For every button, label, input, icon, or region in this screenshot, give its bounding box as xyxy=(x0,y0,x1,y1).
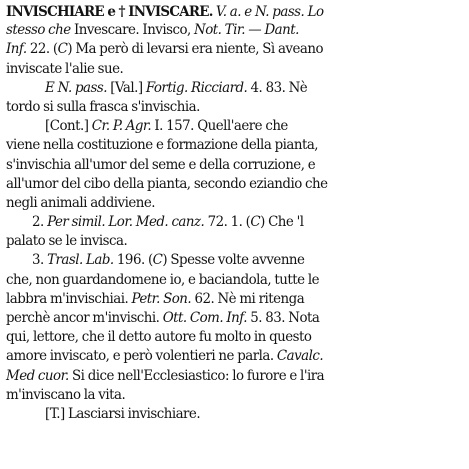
text-fragment: ) Spesse volte avvenne xyxy=(162,252,305,269)
citation: Not. Tir. — Dant. xyxy=(194,22,299,39)
headword: INVISCHIARE e † INVISCARE. xyxy=(6,3,213,20)
text-fragment: viene nella costituzione e formazione della pianta, xyxy=(6,137,319,154)
entry-line xyxy=(6,2,424,21)
editor-marker: [Cont.] xyxy=(45,118,89,135)
citation: Med cuor. xyxy=(6,367,69,384)
text-fragment: 4. 83. Nè xyxy=(250,79,308,96)
citation: Cavalc. xyxy=(276,348,324,365)
entry-line xyxy=(6,213,424,232)
entry-line xyxy=(6,60,424,79)
entry-line xyxy=(6,405,424,424)
entry-line xyxy=(6,386,424,405)
text-fragment: Si dice nell'Ecclesiastico: lo furore e l'ira xyxy=(72,367,325,384)
text-fragment: stesso che xyxy=(6,22,71,39)
source-marker: C xyxy=(152,252,163,269)
text-fragment: amore inviscato, e però volentieri ne parla. xyxy=(6,348,274,365)
text-fragment: I. 157. Quell'aere che xyxy=(154,118,288,135)
text-fragment: all'umor del cibo della pianta, secondo eziandio che xyxy=(6,175,328,192)
entry-line xyxy=(6,98,424,117)
text-fragment: negli animali addiviene. xyxy=(6,194,156,211)
sense-number: 3. xyxy=(32,252,44,269)
citation: Trasl. Lab. xyxy=(47,252,114,269)
editor-marker: [Val.] xyxy=(110,79,143,96)
text-fragment: Lo xyxy=(307,4,324,20)
text-fragment: Invescare. Invisco, xyxy=(73,22,191,39)
text-fragment: tordo si sulla frasca s'invischia. xyxy=(6,98,200,115)
text-fragment: Lasciarsi invischiare. xyxy=(67,405,201,422)
source-marker: C xyxy=(250,214,261,231)
entry-line xyxy=(6,290,424,309)
part-of-speech: V. a. e N. pass. xyxy=(215,4,305,20)
text-fragment: 196. ( xyxy=(116,252,153,269)
entry-line xyxy=(6,175,424,194)
sense-number: 2. xyxy=(32,214,44,231)
text-fragment: labbra m'invischiai. xyxy=(6,290,129,307)
text-fragment: qui, lettore, che il detto autore fu molto in questo xyxy=(6,329,312,346)
text-fragment: che, non guardandomene io, e baciandola, tutte le xyxy=(6,271,320,288)
entry-line xyxy=(6,21,424,40)
entry-line xyxy=(6,117,424,136)
text-fragment: inviscate l'alie sue. xyxy=(6,60,124,77)
citation: Inf. xyxy=(6,41,27,58)
entry-line xyxy=(6,347,424,366)
citation: Ott. Com. Inf. xyxy=(162,310,247,326)
entry-line xyxy=(6,156,424,175)
text-fragment: s'invischia all'umor del seme e della corruzione, e xyxy=(6,156,316,173)
text-fragment: E N. pass. xyxy=(45,79,107,96)
text-fragment: 22. ( xyxy=(29,41,58,58)
editor-marker: [T.] xyxy=(45,405,65,422)
text-fragment: perchè ancor m'invischi. xyxy=(6,310,160,326)
entry-line xyxy=(6,232,424,251)
entry-line xyxy=(6,79,424,98)
entry-line xyxy=(6,194,424,213)
entry-line xyxy=(6,271,424,290)
citation: Per simil. Lor. Med. canz. xyxy=(47,214,205,231)
text-fragment: m'inviscano la vita. xyxy=(6,386,126,403)
entry-line xyxy=(6,40,424,59)
entry-line xyxy=(6,367,424,386)
entry-line xyxy=(6,136,424,155)
source-marker: C xyxy=(57,41,68,58)
text-fragment: 5. 83. Nota xyxy=(250,310,320,326)
entry-line xyxy=(6,328,424,347)
text-fragment: ) Che 'l xyxy=(260,214,304,231)
citation: Petr. Son. xyxy=(131,290,192,307)
text-fragment: 72. 1. ( xyxy=(207,214,251,231)
text-fragment: ) Ma però di levarsi era niente, Sì aveano xyxy=(67,41,324,58)
citation: Cr. P. Agr. xyxy=(91,118,152,135)
text-fragment: 62. Nè mi ritenga xyxy=(194,290,305,307)
citation: Fortig. Ricciard. xyxy=(145,79,248,96)
entry-line xyxy=(6,251,424,270)
text-fragment: palato se le invisca. xyxy=(6,233,128,250)
entry-line xyxy=(6,309,424,328)
